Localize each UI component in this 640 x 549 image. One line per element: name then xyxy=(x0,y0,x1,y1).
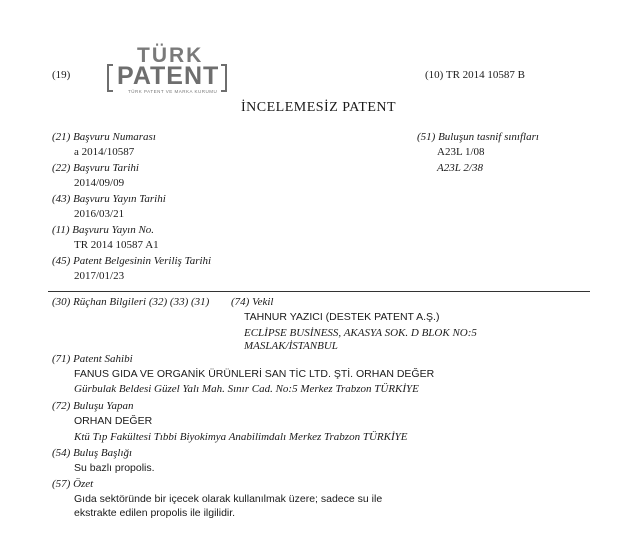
abstract-label: (57) Özet xyxy=(52,478,94,490)
field-45-label: (45) Patent Belgesinin Veriliş Tarihi xyxy=(52,255,212,267)
agent-label: (74) Vekil xyxy=(231,296,274,308)
owner-label: (71) Patent Sahibi xyxy=(52,353,133,365)
logo-subtitle: TÜRK PATENT VE MARKA KURUMU xyxy=(128,89,218,94)
abstract-text-line2: ekstrakte edilen propolis ile ilgilidir. xyxy=(74,507,236,519)
section-divider xyxy=(48,291,590,292)
field-22-value: 2014/09/09 xyxy=(74,177,125,189)
inventor-address: Ktü Tıp Fakültesi Tıbbi Biyokimya Anabilimdalı Merkez Trabzon TÜRKİYE xyxy=(74,431,408,443)
agent-address-line1: ECLİPSE BUSİNESS, AKASYA SOK. D BLOK NO:5 xyxy=(244,327,477,339)
priority-label: (30) Rüçhan Bilgileri (32) (33) (31) xyxy=(52,296,210,308)
field-45-value: 2017/01/23 xyxy=(74,270,125,282)
logo-patent-text: PATENT xyxy=(117,62,220,90)
owner-address: Gürbulak Beldesi Güzel Yalı Mah. Sınır Cad. No:5 Merkez Trabzon TÜRKİYE xyxy=(74,383,419,395)
abstract-text-line1: Gıda sektöründe bir içecek olarak kullanılmak üzere; sadece su ile xyxy=(74,493,383,505)
classification-label: (51) Buluşun tasnif sınıfları xyxy=(417,131,539,143)
logo-bracket-left xyxy=(107,64,113,92)
field-11-value: TR 2014 10587 A1 xyxy=(74,239,159,251)
invention-title-value: Su bazlı propolis. xyxy=(74,462,155,474)
agent-address-line2: MASLAK/İSTANBUL xyxy=(244,340,338,352)
inventor-name: ORHAN DEĞER xyxy=(74,415,153,427)
field-43-value: 2016/03/21 xyxy=(74,208,125,220)
publication-number: (10) TR 2014 10587 B xyxy=(425,69,526,81)
document-title: İNCELEMESİZ PATENT xyxy=(241,100,397,115)
code-19: (19) xyxy=(52,69,71,81)
owner-name: FANUS GIDA VE ORGANİK ÜRÜNLERİ SAN TİC LTD. ŞTİ. ORHAN DEĞER xyxy=(74,368,435,380)
field-21-value: a 2014/10587 xyxy=(74,146,135,158)
classification-code: A23L 1/08 xyxy=(437,146,485,158)
classification-code: A23L 2/38 xyxy=(437,162,483,174)
field-43-label: (43) Başvuru Yayın Tarihi xyxy=(52,193,166,205)
logo-bracket-right xyxy=(221,64,227,92)
field-11-label: (11) Başvuru Yayın No. xyxy=(52,224,155,236)
invention-title-label: (54) Buluş Başlığı xyxy=(52,447,133,459)
field-22-label: (22) Başvuru Tarihi xyxy=(52,162,139,174)
inventor-label: (72) Buluşu Yapan xyxy=(52,400,134,412)
logo-turk-text: TÜRK xyxy=(137,44,204,67)
field-21-label: (21) Başvuru Numarası xyxy=(52,131,156,143)
agent-name: TAHNUR YAZICI (DESTEK PATENT A.Ş.) xyxy=(244,311,440,323)
